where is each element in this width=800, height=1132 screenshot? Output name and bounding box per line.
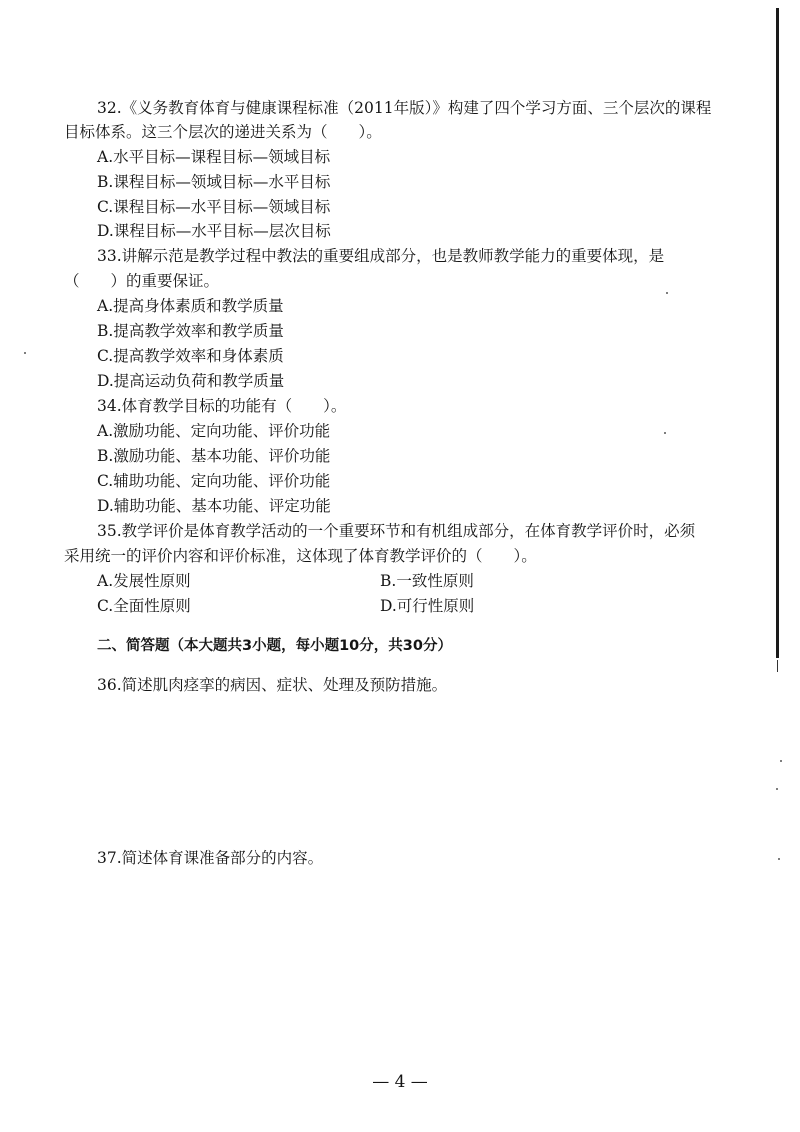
q32-option-b: B.课程目标—领域目标—水平目标 (97, 173, 331, 191)
q36-stem: 36.简述肌肉痉挛的病因、症状、处理及预防措施。 (97, 676, 448, 694)
scan-speck (24, 352, 26, 354)
scan-speck (780, 760, 782, 762)
q35-option-a: A.发展性原则 (97, 572, 191, 590)
q33-stem: 33.讲解示范是教学过程中教法的重要组成部分，也是教师教学能力的重要体现，是 (97, 247, 665, 265)
scan-speck (776, 788, 778, 790)
q32-option-a: A.水平目标—课程目标—领域目标 (97, 148, 331, 166)
q34-option-b: B.激励功能、基本功能、评价功能 (97, 447, 331, 465)
q33-stem-continued: （ ）的重要保证。 (64, 272, 220, 290)
binding-edge-mark (777, 660, 778, 672)
q35-stem: 35.教学评价是体育教学活动的一个重要环节和有机组成部分，在体育教学评价时，必须 (97, 522, 696, 540)
q32-option-c: C.课程目标—水平目标—领域目标 (97, 198, 331, 216)
q32-stem-continued: 目标体系。这三个层次的递进关系为（ ）。 (64, 123, 382, 141)
scan-speck (666, 292, 668, 294)
q34-option-c: C.辅助功能、定向功能、评价功能 (97, 472, 331, 490)
q35-option-d: D.可行性原则 (380, 597, 475, 615)
section-2-title: 二、简答题（本大题共3小题，每小题10分，共30分） (97, 638, 452, 654)
page-number: — 4 — (372, 1072, 428, 1092)
q35-option-c: C.全面性原则 (97, 597, 191, 615)
q35-stem-continued: 采用统一的评价内容和评价标准，这体现了体育教学评价的（ ）。 (64, 547, 537, 565)
q37-stem: 37.简述体育课准备部分的内容。 (97, 849, 324, 867)
binding-edge-line (776, 8, 779, 658)
scan-speck (778, 858, 780, 860)
q34-stem: 34.体育教学目标的功能有（ ）。 (97, 397, 347, 415)
q32-option-d: D.课程目标—水平目标—层次目标 (97, 222, 331, 240)
q32-stem: 32.《义务教育体育与健康课程标准（2011年版）》构建了四个学习方面、三个层次的课程 (97, 99, 712, 117)
q34-option-a: A.激励功能、定向功能、评价功能 (97, 422, 331, 440)
q33-option-c: C.提高教学效率和身体素质 (97, 347, 284, 365)
q33-option-d: D.提高运动负荷和教学质量 (97, 372, 285, 390)
q34-option-d: D.辅助功能、基本功能、评定功能 (97, 497, 331, 515)
scan-speck (664, 432, 666, 434)
q33-option-b: B.提高教学效率和教学质量 (97, 322, 284, 340)
q33-option-a: A.提高身体素质和教学质量 (97, 297, 284, 315)
q35-option-b: B.一致性原则 (380, 572, 474, 590)
